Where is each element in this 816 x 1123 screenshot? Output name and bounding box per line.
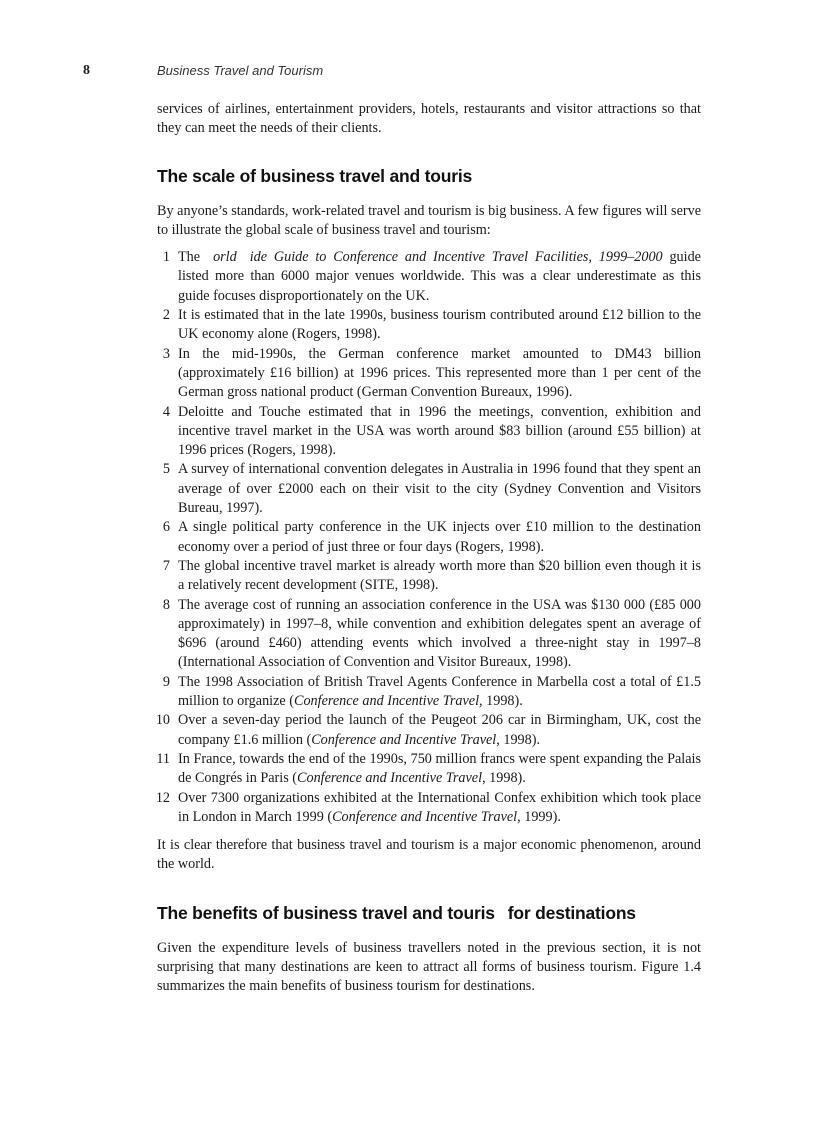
list-item-text: The average cost of running an association conference in the USA was $130 000 (£85 000 approximately) in 1997–8, while convention and exhibition delegates spent an average of $696 (around £460) attending events which involved a three-night stay in 1997–8 (International Association of Convention and Visitor Bureaux, 1998). <box>178 596 701 671</box>
section-heading-benefits: The benefits of business travel and touris for destinations <box>157 902 636 923</box>
list-item <box>157 306 701 345</box>
list-item-number: 11 <box>156 750 170 767</box>
list-item-number: 9 <box>162 673 170 690</box>
list-item-number: 12 <box>155 789 170 806</box>
list-item-text: A single political party conference in the UK injects over £10 million to the destination economy over a period of just three or four days (Rogers, 1998). <box>178 519 701 555</box>
list-item <box>157 750 701 789</box>
list-item <box>157 711 701 750</box>
section-heading-scale: The scale of business travel and touris <box>157 165 473 186</box>
list-item <box>157 248 701 306</box>
list-item <box>157 673 701 712</box>
list-item-number: 7 <box>162 557 170 574</box>
list-item-italic: Conference and Incentive Travel <box>332 808 518 825</box>
page-number: 8 <box>83 63 90 78</box>
list-item <box>157 345 701 403</box>
list-item <box>157 789 701 828</box>
list-item <box>157 557 701 596</box>
list-item-number: 3 <box>162 345 170 362</box>
list-item-number: 8 <box>162 596 170 613</box>
list-item-text: A survey of international convention delegates in Australia in 1996 found that they spent an average of over £2000 each on their visit to the city (Sydney Convention and Visitors Bureau, 1997). <box>178 461 701 517</box>
list-item-text: In the mid-1990s, the German conference market amounted to DM43 billion (approximately £16 billion) at 1996 prices. This represented more than 1 per cent of the German gross national product (German Convention Bureaux, 1996). <box>178 345 701 401</box>
list-item <box>157 460 701 518</box>
list-item-number: 4 <box>162 403 170 420</box>
list-item-text: Deloitte and Touche estimated that in 1996 the meetings, convention, exhibition and incentive travel market in the USA was worth around $83 billion (around £55 billion) at 1996 prices (Rogers, 1998). <box>178 403 701 459</box>
list-item-text: Over 7300 organizations exhibited at the International Confex exhibition which took place in London in March 1999 (Conference and Incentive Travel, 1999). <box>178 789 701 825</box>
list-item-italic: ide Guide to Conference and Incentive Travel Facilities, 1999–2000 <box>249 249 663 266</box>
list-item-italic: Conference and Incentive Travel <box>293 693 480 710</box>
list-item-text: It is estimated that in the late 1990s, business tourism contributed around £12 billion to the UK economy alone (Rogers, 1998). <box>178 307 701 343</box>
scale-intro-paragraph: By anyone’s standards, work-related travel and tourism is big business. A few figures will serve to illustrate the global scale of business travel and tourism: <box>157 202 701 238</box>
list-item-text: The 1998 Association of British Travel Agents Conference in Marbella cost a total of £1.5 million to organize (Conference and Incentive Travel, 1998). <box>178 673 701 710</box>
list-item-number: 10 <box>155 712 170 729</box>
list-item-text: The orld ide Guide to Conference and Incentive Travel Facilities, 1999–2000 guide listed more than 6000 major venues worldwide. This was a clear underestimate as this guide focuses disproportionately on the UK. <box>178 249 701 304</box>
list-item-text: The global incentive travel market is already worth more than $20 billion even though it is a relatively recent development (SITE, 1998). <box>178 557 701 594</box>
list-item-italic: orld <box>213 249 237 266</box>
list-item-number: 5 <box>162 461 170 478</box>
page-body <box>157 100 701 997</box>
list-item <box>157 596 701 673</box>
list-item-number: 2 <box>162 307 170 324</box>
closing-paragraph: It is clear therefore that business travel and tourism is a major economic phenomenon, around the world. <box>157 837 701 873</box>
running-head: Business Travel and Tourism <box>157 63 324 78</box>
page-header <box>0 63 816 83</box>
list-item <box>157 518 701 557</box>
intro-paragraph: services of airlines, entertainment providers, hotels, restaurants and visitor attractions so that they can meet the needs of their clients. <box>157 101 701 137</box>
list-item-number: 1 <box>162 249 170 266</box>
list-item-italic: Conference and Incentive Travel <box>297 770 483 787</box>
benefits-paragraph: Given the expenditure levels of business travellers noted in the previous section, it is not surprising that many destinations are keen to attract all forms of business tourism. Figure 1.4 summarizes the main benefits of business tourism for destinations. <box>157 939 701 995</box>
list-item-text: Over a seven-day period the launch of the Peugeot 206 car in Birmingham, UK, cost the company £1.6 million (Conference and Incentive Travel, 1998). <box>178 712 701 748</box>
list-item <box>157 403 701 461</box>
list-item-italic: Conference and Incentive Travel <box>311 731 497 748</box>
list-item-text: In France, towards the end of the 1990s, 750 million francs were spent expanding the Palais de Congrés in Paris (Conference and Incentive Travel, 1998). <box>178 750 701 787</box>
list-item-number: 6 <box>162 519 170 536</box>
figures-list <box>157 248 701 827</box>
